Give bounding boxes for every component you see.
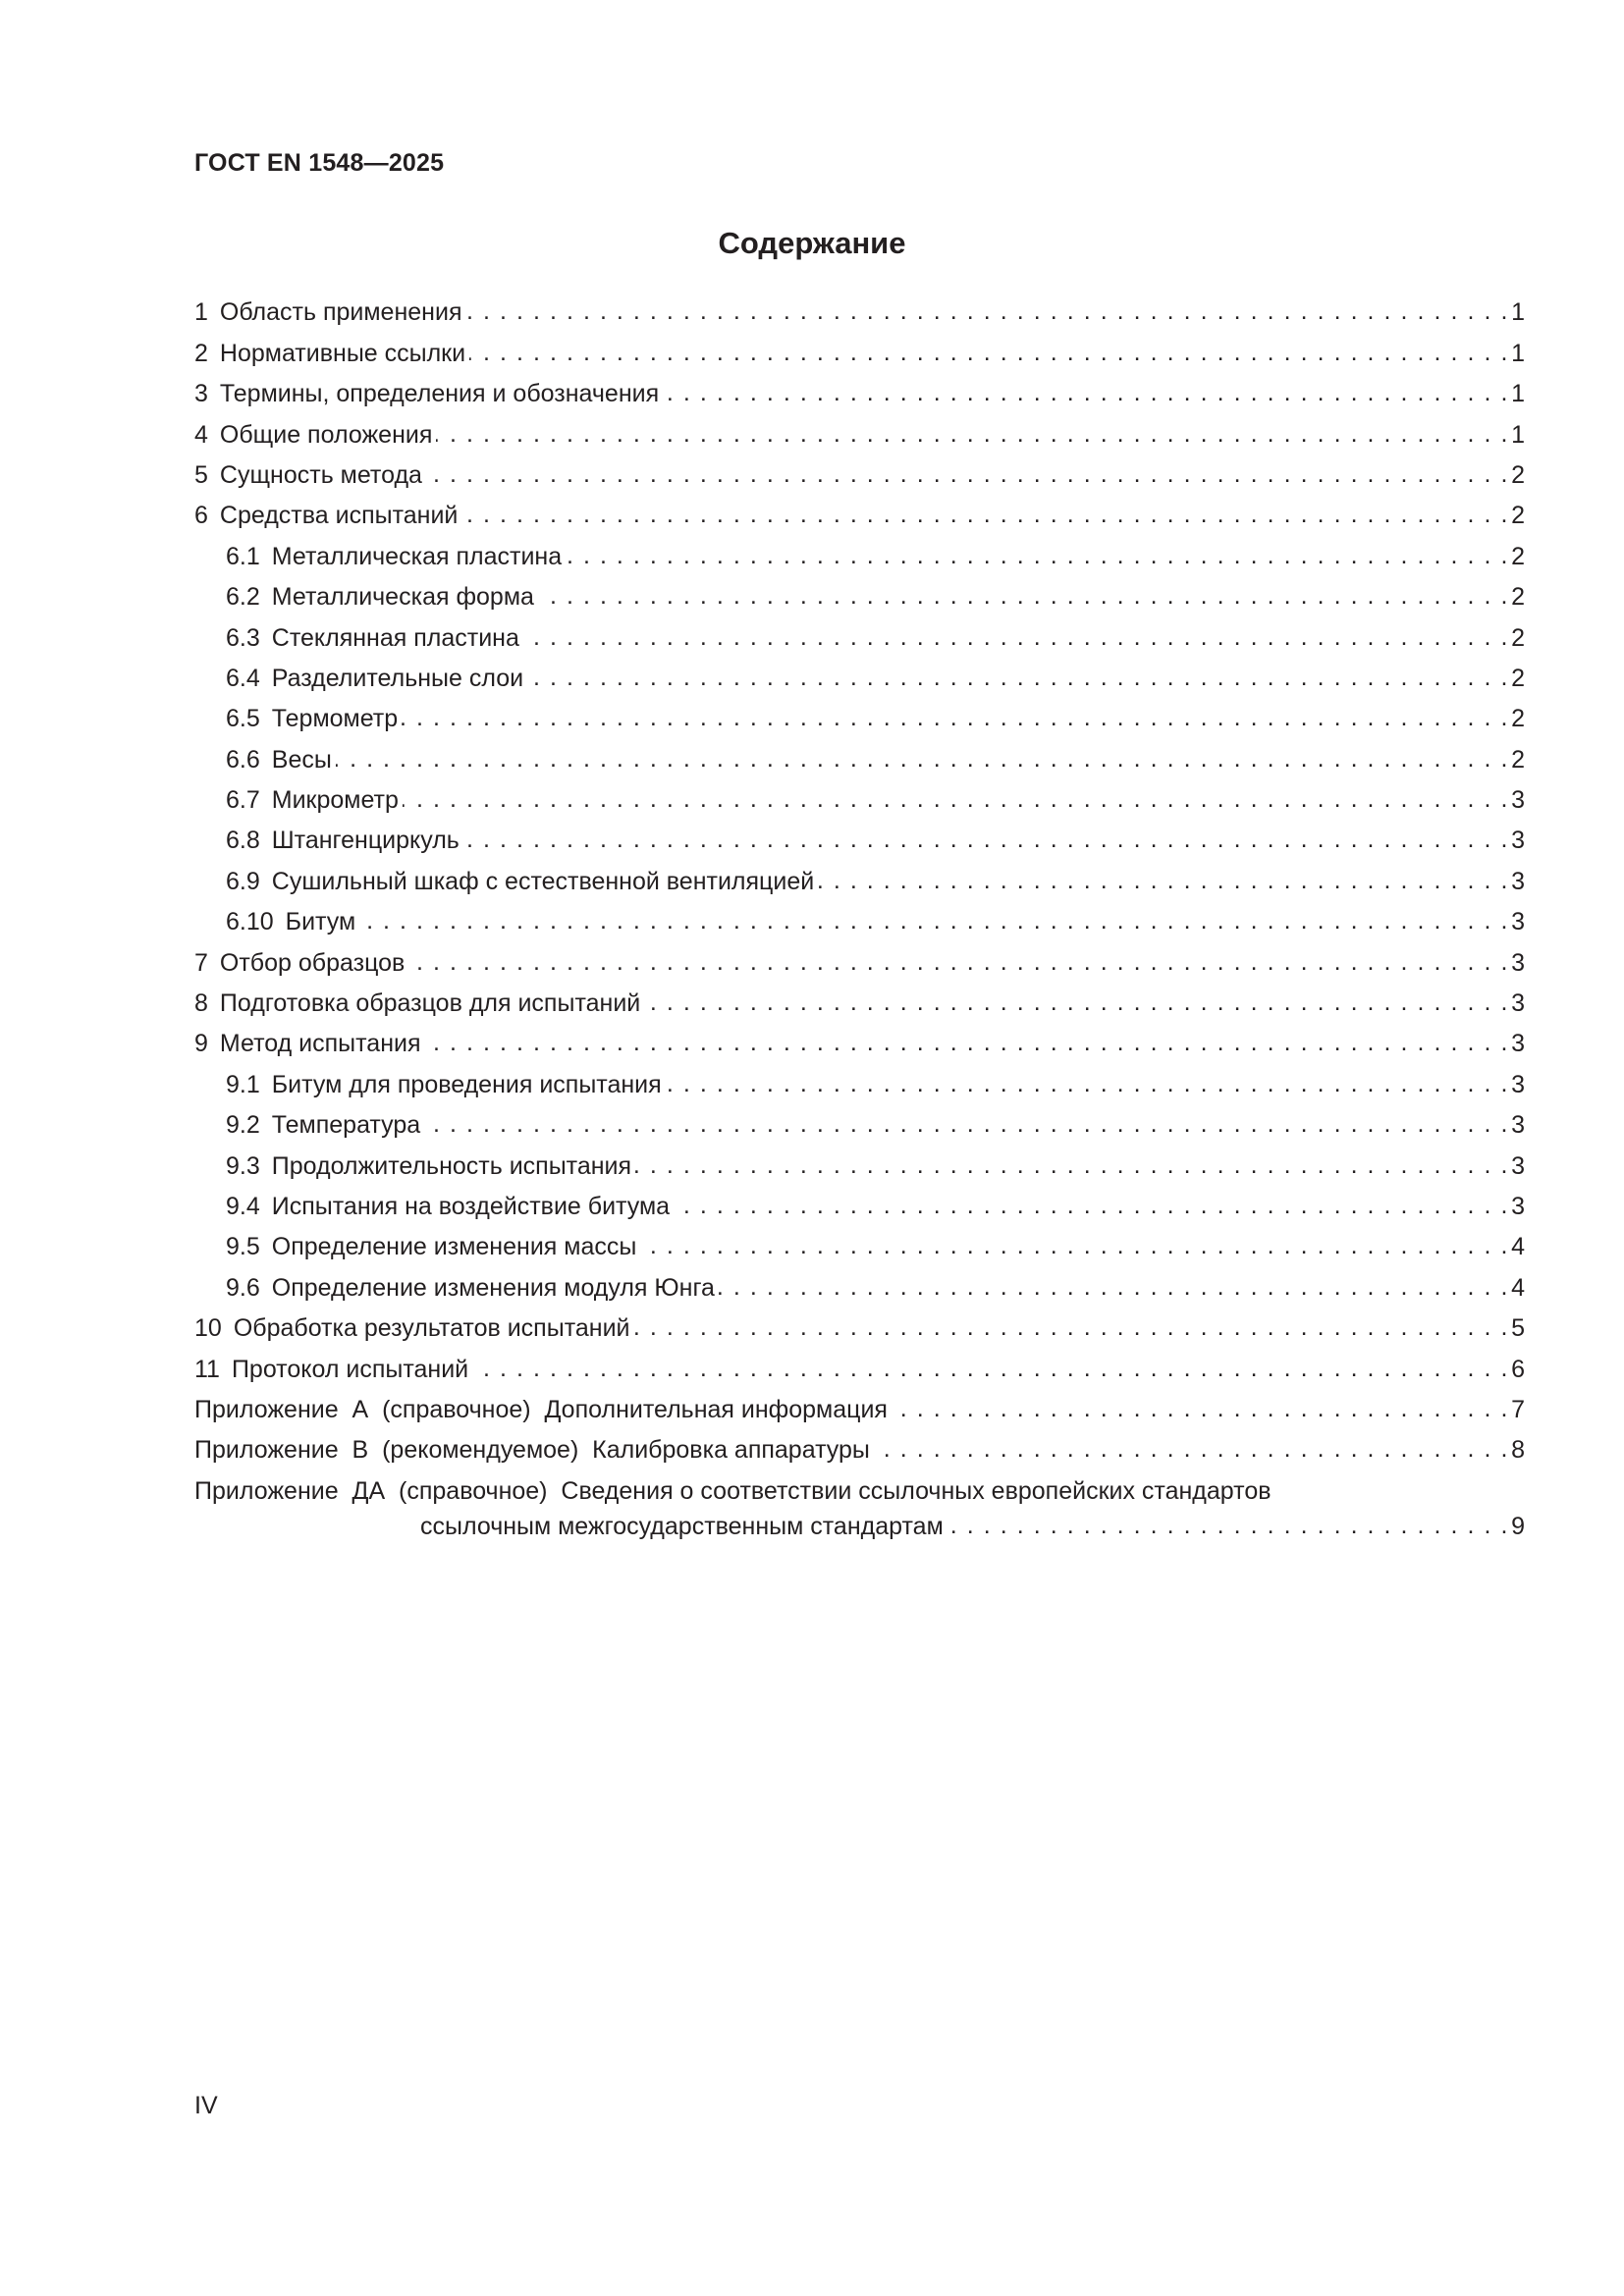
toc-appendix-label: Приложение В (рекомендуемое) Калибровка аппаратуры [194, 1436, 870, 1465]
dot-leader [635, 1153, 1509, 1178]
toc-entry-label: Испытания на воздействие битума [271, 1192, 671, 1220]
toc-appendix[interactable] [194, 1422, 1525, 1463]
toc-entry-page: 3 [1511, 1151, 1525, 1180]
toc-entry-number: 9.1 [226, 1070, 260, 1098]
toc-entry-label: Температура [271, 1111, 421, 1140]
toc-entry-number: 6.10 [226, 908, 274, 936]
toc-entry-page: 3 [1511, 989, 1525, 1018]
toc-entry-page: 8 [1511, 1436, 1525, 1465]
dot-leader [634, 1315, 1510, 1340]
toc-entry-page: 7 [1511, 1395, 1525, 1423]
toc-entry-page: 9 [1511, 1512, 1525, 1540]
dot-leader [436, 422, 1509, 447]
toc-entry[interactable] [194, 976, 1525, 1016]
toc-entry-label: Обработка результатов испытаний [233, 1314, 630, 1343]
toc-entry-label: Нормативные ссылки [219, 339, 466, 367]
toc-entry-page: 6 [1511, 1355, 1525, 1383]
dot-leader [463, 828, 1509, 852]
dot-leader [424, 1112, 1509, 1137]
dot-leader [666, 1072, 1509, 1096]
toc-entry-page: 1 [1511, 420, 1525, 449]
dot-leader [403, 787, 1509, 812]
toc-entry-number: 9.5 [226, 1233, 260, 1261]
toc-appendix-label: Приложение ДА (справочное) Сведения о соответствии ссылочных европейских стандартов [194, 1476, 1272, 1505]
toc-entry-page: 3 [1511, 786, 1525, 815]
dot-leader [874, 1437, 1509, 1462]
toc-entry-number: 4 [194, 420, 208, 449]
toc-entry-page: 3 [1511, 867, 1525, 895]
toc-subentry[interactable] [194, 894, 1525, 934]
toc-subentry[interactable] [194, 1138, 1525, 1178]
dot-leader [892, 1397, 1509, 1421]
toc-entry-label: Металлическая форма [271, 583, 534, 612]
toc-entry[interactable] [194, 1341, 1525, 1381]
toc-entry-page: 2 [1511, 623, 1525, 652]
toc-entry-number: 9.2 [226, 1111, 260, 1140]
toc-entry-label: Термометр [271, 705, 399, 733]
dot-leader [461, 503, 1509, 527]
toc-entry-number: 6.4 [226, 664, 260, 692]
toc-entry-number: 9 [194, 1030, 208, 1058]
toc-entry-label: Разделительные слои [271, 664, 524, 692]
toc-entry-page: 2 [1511, 745, 1525, 774]
toc-entry-page: 2 [1511, 542, 1525, 570]
dot-leader [644, 990, 1509, 1015]
toc-appendix[interactable] [194, 1382, 1525, 1422]
table-of-contents [194, 285, 1525, 1539]
dot-leader [640, 1234, 1509, 1258]
toc-subentry[interactable] [194, 773, 1525, 813]
document-header: ГОСТ EN 1548—2025 [194, 149, 445, 177]
dot-leader [426, 462, 1509, 487]
toc-entry-page: 3 [1511, 908, 1525, 936]
toc-entry-page: 3 [1511, 1111, 1525, 1140]
toc-entry-number: 9.4 [226, 1192, 260, 1220]
toc-entry-label: Подготовка образцов для испытаний [219, 989, 641, 1018]
toc-entry[interactable] [194, 406, 1525, 447]
toc-entry-page: 5 [1511, 1314, 1525, 1343]
toc-entry-page: 2 [1511, 583, 1525, 612]
toc-entry-page: 3 [1511, 827, 1525, 855]
toc-entry-label: Определение изменения модуля Юнга [271, 1273, 715, 1302]
dot-leader [523, 625, 1509, 650]
toc-entry-page: 3 [1511, 1030, 1525, 1058]
toc-entry-page: 1 [1511, 380, 1525, 408]
toc-entry-label: Определение изменения массы [271, 1233, 637, 1261]
toc-entry-number: 6.3 [226, 623, 260, 652]
toc-subentry[interactable] [194, 651, 1525, 691]
toc-entry-page: 3 [1511, 948, 1525, 977]
toc-entry-label: Весы [271, 745, 332, 774]
toc-entry-label: Сушильный шкаф с естественной вентиляцией [271, 867, 815, 895]
toc-entry-page: 3 [1511, 1070, 1525, 1098]
toc-entry-page: 2 [1511, 664, 1525, 692]
toc-entry-number: 9.6 [226, 1273, 260, 1302]
toc-entry[interactable] [194, 285, 1525, 325]
toc-appendix-label: Приложение А (справочное) Дополнительная информация [194, 1395, 888, 1423]
toc-entry-label: Микрометр [271, 786, 399, 815]
toc-entry-page: 1 [1511, 339, 1525, 367]
toc-entry-number: 11 [194, 1355, 220, 1383]
dot-leader [527, 666, 1509, 690]
dot-leader [465, 299, 1509, 324]
toc-entry-number: 10 [194, 1314, 222, 1343]
toc-entry-label: Отбор образцов [219, 948, 406, 977]
toc-entry-number: 6.5 [226, 705, 260, 733]
toc-entry-number: 6.2 [226, 583, 260, 612]
toc-entry-label: Продолжительность испытания [271, 1151, 632, 1180]
toc-entry-number: 2 [194, 339, 208, 367]
toc-entry-label: Общие положения [219, 420, 433, 449]
toc-entry-label: Протокол испытаний [231, 1355, 469, 1383]
toc-entry-number: 9.3 [226, 1151, 260, 1180]
toc-entry-number: 6.8 [226, 827, 260, 855]
toc-entry-number: 6.7 [226, 786, 260, 815]
toc-appendix[interactable] [194, 1463, 1525, 1503]
toc-entry-label: Метод испытания [219, 1030, 421, 1058]
toc-subentry[interactable] [194, 569, 1525, 610]
toc-subentry[interactable] [194, 1179, 1525, 1219]
dot-leader [719, 1275, 1509, 1300]
toc-entry-number: 5 [194, 460, 208, 489]
toc-entry-label: Штангенциркуль [271, 827, 460, 855]
toc-subentry[interactable] [194, 610, 1525, 650]
toc-title: Содержание [718, 226, 906, 260]
toc-subentry[interactable] [194, 853, 1525, 893]
dot-leader [566, 544, 1509, 568]
toc-entry-page: 4 [1511, 1273, 1525, 1302]
toc-entry-number: 6.9 [226, 867, 260, 895]
toc-entry-label: Сущность метода [219, 460, 422, 489]
dot-leader [402, 706, 1509, 730]
toc-entry-number: 6.1 [226, 542, 260, 570]
dot-leader [538, 584, 1509, 609]
toc-entry[interactable] [194, 448, 1525, 488]
dot-leader [408, 950, 1509, 975]
dot-leader [663, 381, 1509, 405]
toc-entry-page: 2 [1511, 705, 1525, 733]
toc-subentry[interactable] [194, 813, 1525, 853]
toc-entry[interactable] [194, 366, 1525, 406]
toc-entry[interactable] [194, 325, 1525, 365]
toc-entry-label: Битум для проведения испытания [271, 1070, 662, 1098]
toc-entry[interactable] [194, 934, 1525, 975]
toc-subentry[interactable] [194, 691, 1525, 731]
toc-entry-page: 3 [1511, 1192, 1525, 1220]
toc-entry-page: 2 [1511, 502, 1525, 530]
toc-entry-number: 1 [194, 298, 208, 327]
toc-appendix-continuation[interactable] [194, 1504, 1525, 1539]
toc-appendix-label-continuation: ссылочным межгосударственным стандартам [420, 1512, 944, 1540]
toc-entry-number: 3 [194, 380, 208, 408]
dot-leader [469, 341, 1509, 365]
toc-entry[interactable] [194, 1016, 1525, 1056]
toc-entry[interactable] [194, 488, 1525, 528]
toc-subentry[interactable] [194, 1259, 1525, 1300]
toc-entry-label: Термины, определения и обозначения [219, 380, 660, 408]
dot-leader [674, 1194, 1509, 1218]
toc-entry-number: 7 [194, 948, 208, 977]
toc-entry-label: Битум [285, 908, 356, 936]
dot-leader [472, 1357, 1509, 1381]
toc-entry-page: 4 [1511, 1233, 1525, 1261]
toc-entry-page: 2 [1511, 460, 1525, 489]
dot-leader [818, 869, 1509, 893]
toc-entry-label: Металлическая пластина [271, 542, 563, 570]
toc-entry[interactable] [194, 1301, 1525, 1341]
toc-entry-label: Область применения [219, 298, 462, 327]
toc-entry-page: 1 [1511, 298, 1525, 327]
page-number: IV [194, 2092, 218, 2119]
toc-subentry[interactable] [194, 731, 1525, 772]
dot-leader [336, 747, 1509, 772]
toc-entry-number: 6 [194, 502, 208, 530]
toc-subentry[interactable] [194, 1056, 1525, 1096]
toc-entry-number: 8 [194, 989, 208, 1018]
toc-entry-label: Средства испытаний [219, 502, 459, 530]
toc-entry-number: 6.6 [226, 745, 260, 774]
toc-subentry[interactable] [194, 1097, 1525, 1138]
dot-leader [359, 909, 1509, 934]
dot-leader [425, 1031, 1510, 1055]
dot-leader [947, 1514, 1509, 1538]
toc-entry-label: Стеклянная пластина [271, 623, 519, 652]
toc-subentry[interactable] [194, 1219, 1525, 1259]
toc-subentry[interactable] [194, 528, 1525, 568]
